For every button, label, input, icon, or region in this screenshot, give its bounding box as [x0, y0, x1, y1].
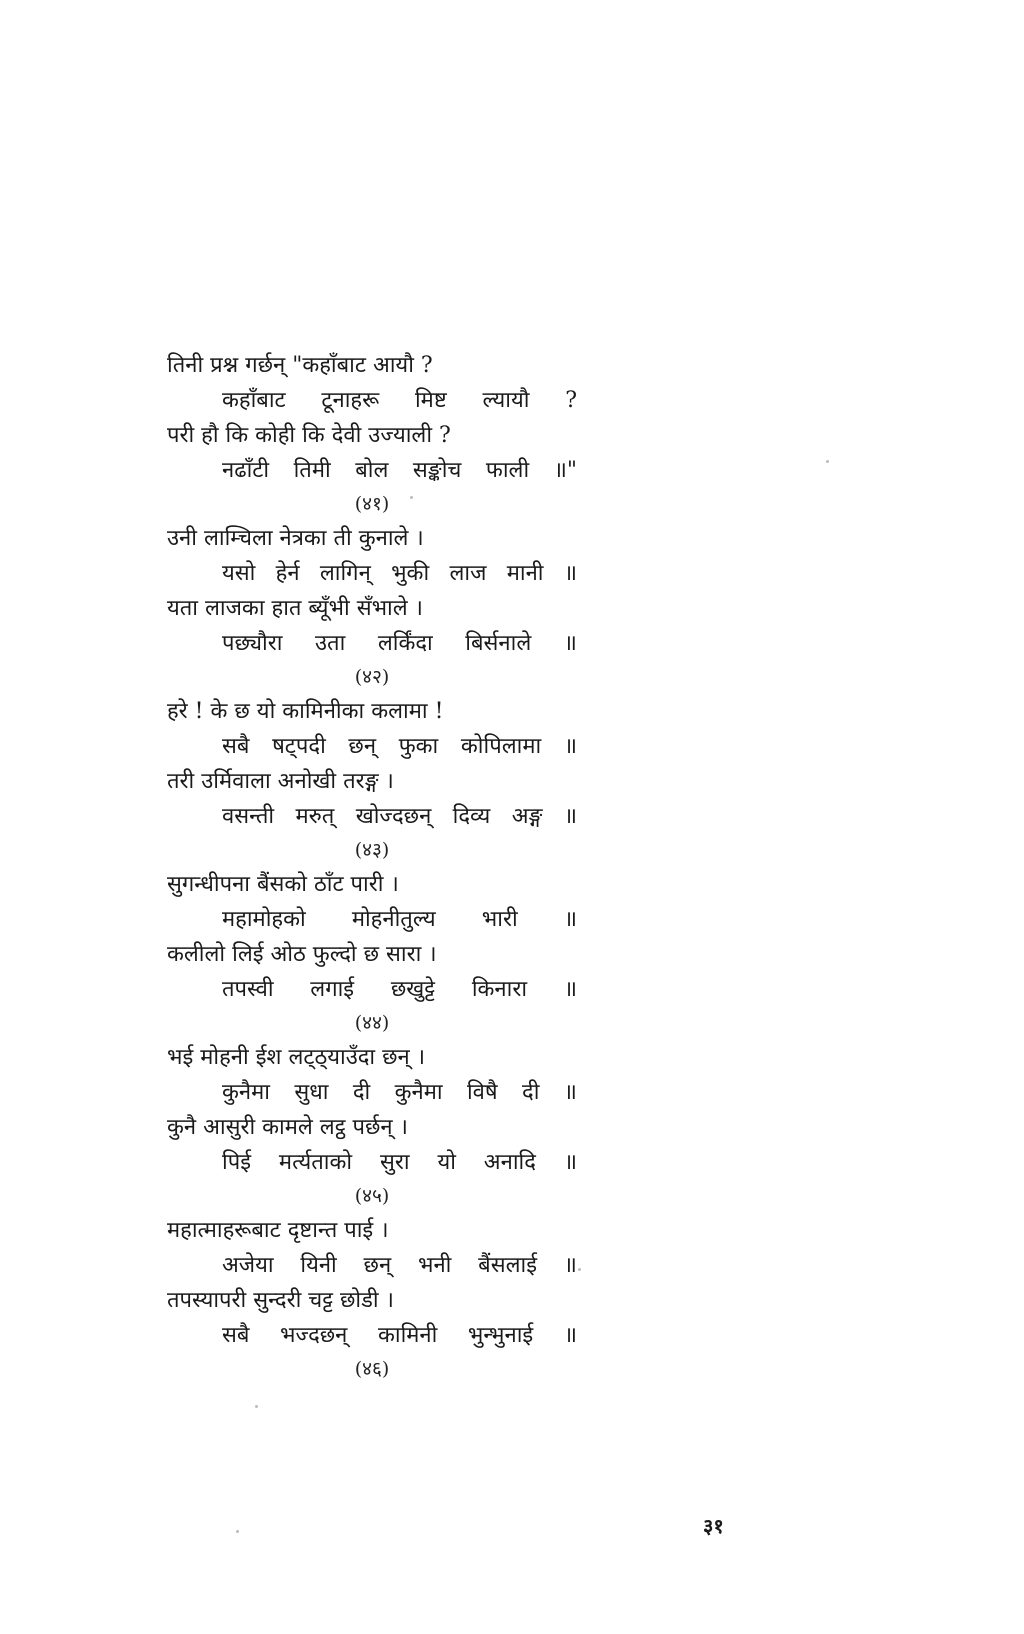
- stanza-number: (४२): [354, 666, 390, 688]
- verse-line: भई मोहनी ईश लट्ठ्याउँदा छन् ।: [167, 1045, 426, 1070]
- stanza-number: (४४): [354, 1012, 390, 1034]
- verse-line: महामोहको मोहनीतुल्य भारी ॥: [222, 907, 577, 932]
- verse-line: तरी उर्मिवाला अनोखी तरङ्ग ।: [167, 769, 394, 794]
- verse-line: तिनी प्रश्न गर्छन् "कहाँबाट आयौ ?: [167, 353, 433, 378]
- verse-line: परी हौ कि कोही कि देवी उज्याली ?: [167, 423, 451, 448]
- verse-line: सुगन्धीपना बैंसको ठाँट पारी ।: [167, 872, 399, 897]
- verse-line: कुनैमा सुधा दी कुनैमा विषै दी ॥: [222, 1080, 577, 1105]
- verse-line: अजेया यिनी छन् भनी बैंसलाई ॥: [222, 1253, 577, 1278]
- verse-line: तपस्यापरी सुन्दरी चट्ट छोडी ।: [167, 1288, 394, 1313]
- verse-line: कुनै आसुरी कामले लट्ठ पर्छन् ।: [167, 1115, 408, 1140]
- scan-speck: [236, 1530, 239, 1533]
- verse-line: सबै षट्पदी छन् फुका कोपिलामा ॥: [222, 734, 577, 759]
- stanza-44: [167, 867, 587, 1040]
- stanza-number: (४५): [354, 1185, 390, 1207]
- stanza-43: [167, 694, 587, 867]
- scan-speck: [826, 460, 829, 463]
- verse-line: कहाँबाट टूनाहरू मिष्ट ल्यायौ ?: [222, 388, 577, 413]
- stanza-number: (४१): [354, 493, 390, 515]
- scan-speck: [578, 1268, 581, 1271]
- verse-line: पिई मर्त्यताको सुरा यो अनादि ॥: [222, 1150, 577, 1175]
- stanza-46: [167, 1213, 587, 1386]
- page-number: ३१: [703, 1514, 724, 1538]
- verse-line: पछ्यौरा उता लर्किंदा बिर्सनाले ॥: [222, 631, 577, 656]
- scan-speck: [255, 1405, 258, 1408]
- verse-line: सबै भज्दछन् कामिनी भुन्भुनाई ॥: [222, 1323, 577, 1348]
- verse-line: यसो हेर्न लागिन् भुकी लाज मानी ॥: [222, 561, 577, 586]
- verse-line: यता लाजका हात ब्यूँभी सँभाले ।: [167, 596, 424, 621]
- verse-line: उनी लाम्चिला नेत्रका ती कुनाले ।: [167, 526, 424, 551]
- verse-line: नढाँटी तिमी बोल सङ्कोच फाली ॥": [222, 458, 577, 483]
- stanza-41: [167, 348, 587, 521]
- verse-line: महात्माहरूबाट दृष्टान्त पाई ।: [167, 1218, 389, 1243]
- verse-line: तपस्वी लगाई छखुट्टे किनारा ॥: [222, 977, 577, 1002]
- stanza-42: [167, 521, 587, 694]
- stanza-45: [167, 1040, 587, 1213]
- verse-line: हरे ! के छ यो कामिनीका कलामा !: [167, 699, 444, 724]
- verse-line: कलीलो लिई ओठ फुल्दो छ सारा ।: [167, 942, 437, 967]
- stanza-number: (४६): [354, 1358, 390, 1380]
- poem-body: [167, 348, 587, 1386]
- stanza-number: (४३): [354, 839, 390, 861]
- scan-speck: [410, 496, 413, 499]
- verse-line: वसन्ती मरुत् खोज्दछन् दिव्य अङ्ग ॥: [222, 804, 577, 829]
